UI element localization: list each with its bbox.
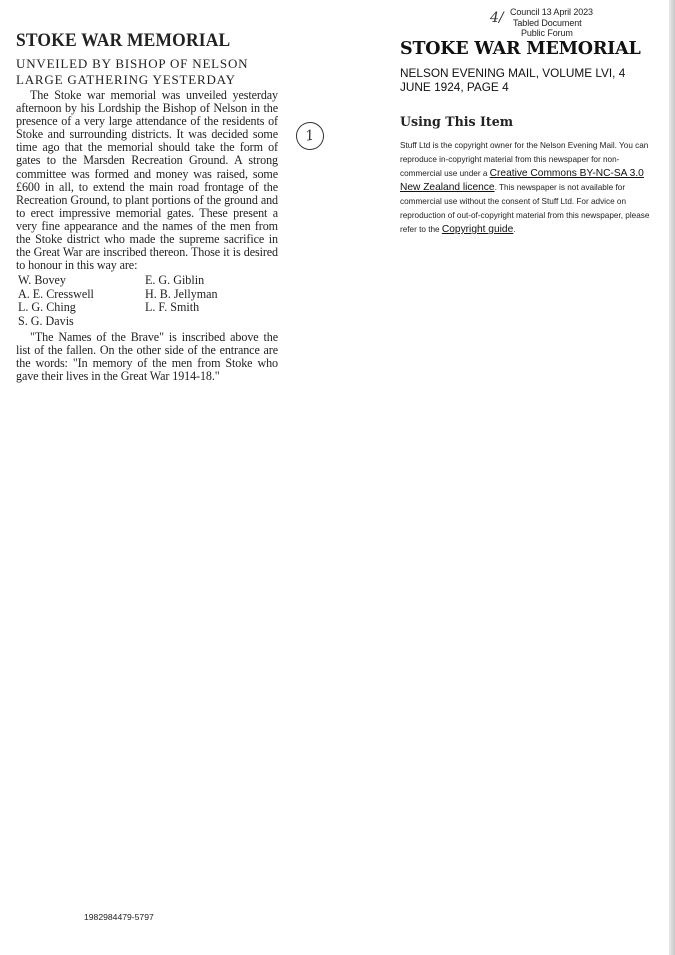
fallen-name: L. G. Ching	[18, 300, 76, 315]
fallen-name: A. E. Cresswell	[18, 286, 94, 301]
fallen-name: H. B. Jellyman	[145, 286, 218, 301]
copyright-text-2: . This newspaper is not available for commercial use without the consent of Stuff Ltd. For advice on reproduction of out-of-copyright material from this newspaper, please refer to the	[400, 183, 650, 234]
stamp-public-forum: Public Forum	[521, 28, 573, 38]
using-item-heading: Using This Item	[400, 114, 514, 129]
clipping-paragraph-2: "The Names of the Brave" is inscribed above the list of the fallen. On the other side of the entrance are the words: "In memory of the men from Stoke who gave their lives in the Great War 1914-18."	[16, 329, 278, 384]
creative-commons-link[interactable]: Creative Commons BY-NC-SA 3.0 New Zealand licence	[400, 168, 644, 193]
clipping-subhead-2: LARGE GATHERING YESTERDAY	[16, 72, 236, 87]
copyright-notice	[400, 139, 650, 237]
fallen-name: L. F. Smith	[145, 300, 200, 315]
clipping-paragraph-1: The Stoke war memorial was unveiled yesterday afternoon by his Lordship the Bishop of Nelson in the presence of a very large attendance of the residents of Stoke and surrounding districts. It was decided some time ago that the memorial should take the form of gates to the Marsden Recreation Ground. A strong committee was formed and money was raised, some £600 in all, to extend the main road frontage of the Recreation Ground, to plant portions of the ground and to erect impressive memorial gates. These present a very fine appearance and the names of the men from the Stoke district who made the supreme sacrifice in the Great War are inscribed thereon. Those it is desired to honour in this way are:	[16, 88, 278, 273]
item-title: STOKE WAR MEMORIAL	[400, 39, 641, 59]
fallen-names-list	[18, 274, 278, 328]
clipping-headline: STOKE WAR MEMORIAL	[16, 30, 231, 51]
copyright-text-3: .	[513, 225, 516, 234]
newspaper-clipping	[16, 30, 278, 383]
circled-annotation: 1	[294, 120, 326, 152]
scan-edge-shadow	[669, 0, 675, 955]
fallen-name: W. Bovey	[18, 273, 66, 288]
copyright-text-1: Stuff Ltd is the copyright owner for the Nelson Evening Mail. You can reproduce in-copyright material from this newspaper for non-commercial use under a	[400, 141, 649, 178]
handwritten-mark: 4/	[490, 10, 504, 26]
stamp-council-date: Council 13 April 2023	[510, 7, 593, 17]
fallen-name	[145, 315, 275, 328]
item-source: NELSON EVENING MAIL, VOLUME LVI, 4 JUNE 1924, PAGE 4	[400, 66, 626, 94]
stamp-tabled-document: Tabled Document	[513, 18, 582, 28]
fallen-name: S. G. Davis	[18, 313, 74, 328]
clipping-subhead-1: UNVEILED BY BISHOP OF NELSON	[16, 56, 249, 71]
document-id: 1982984479-5797	[84, 912, 154, 922]
copyright-guide-link[interactable]: Copyright guide	[441, 224, 514, 235]
item-info-panel	[400, 38, 650, 237]
fallen-name: E. G. Giblin	[145, 273, 205, 288]
